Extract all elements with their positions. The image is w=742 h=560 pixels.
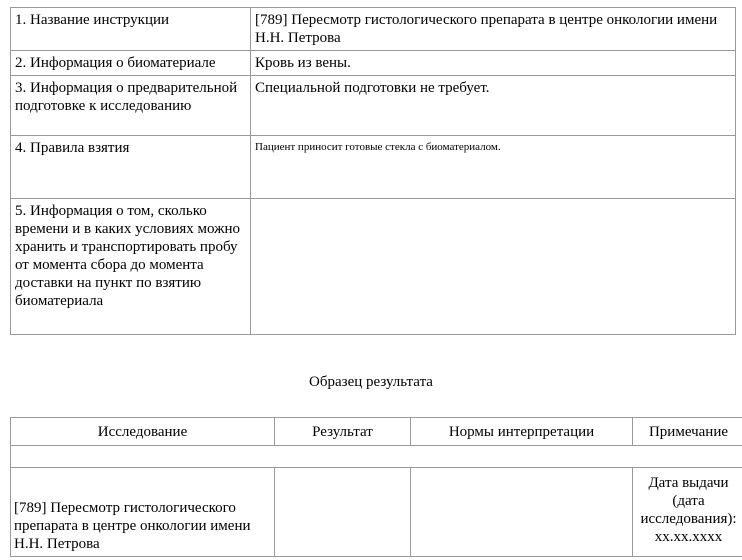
instruction-name-value: [789] Пересмотр гистологического препарата в центре онкологии имени Н.Н. Петрова	[251, 8, 736, 51]
header-norms: Нормы интерпретации	[411, 418, 633, 446]
instruction-row	[11, 199, 736, 335]
storage-transport-value	[251, 199, 736, 335]
instruction-row	[11, 8, 736, 51]
instruction-table	[10, 7, 736, 335]
storage-transport-label: 5. Информация о том, сколько времени и в каких условиях можно хранить и транспортировать пробу от момента сбора до момента доставки на пункт по взятию биоматериала	[11, 199, 251, 335]
cell-study: [789] Пересмотр гистологического препарата в центре онкологии имени Н.Н. Петрова	[11, 468, 275, 557]
instruction-row	[11, 51, 736, 76]
result-sample-title: Образец результата	[309, 374, 433, 390]
instruction-row	[11, 136, 736, 199]
cell-result	[275, 468, 411, 557]
result-spacer-row	[11, 446, 742, 468]
header-note: Примечание	[633, 418, 742, 446]
cell-note: Дата выдачи (дата исследования): хх.хх.хххх	[633, 468, 742, 557]
instruction-name-label: 1. Название инструкции	[11, 8, 251, 51]
collection-rules-label: 4. Правила взятия	[11, 136, 251, 199]
biomaterial-label: 2. Информация о биоматериале	[11, 51, 251, 76]
biomaterial-value: Кровь из вены.	[251, 51, 736, 76]
result-header-row	[11, 418, 742, 446]
spacer-cell	[11, 446, 742, 468]
result-data-row	[11, 468, 742, 557]
preparation-value: Специальной подготовки не требует.	[251, 76, 736, 136]
collection-rules-value: Пациент приносит готовые стекла с биоматериалом.	[251, 136, 736, 199]
header-study: Исследование	[11, 418, 275, 446]
header-result: Результат	[275, 418, 411, 446]
instruction-row	[11, 76, 736, 136]
cell-norms	[411, 468, 633, 557]
preparation-label: 3. Информация о предварительной подготовке к исследованию	[11, 76, 251, 136]
result-sample-table	[10, 417, 742, 557]
